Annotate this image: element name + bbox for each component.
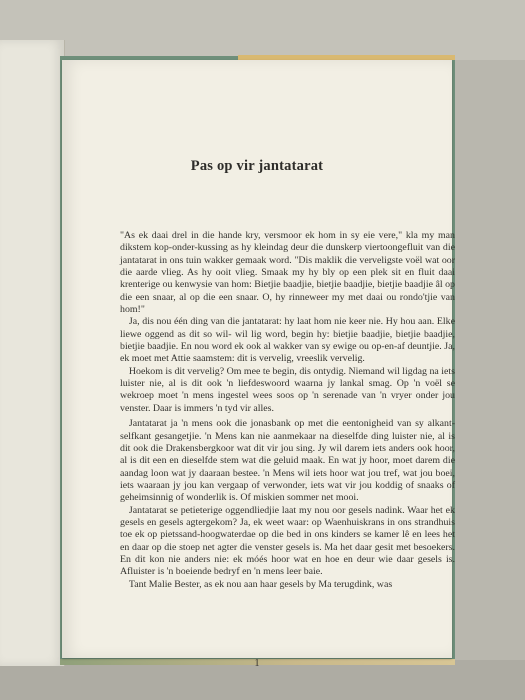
chapter-body — [120, 230, 455, 591]
facing-left-page — [0, 40, 65, 666]
chapter-title: Pas op vir jantatarat — [190, 158, 324, 174]
paragraph: Jantatarat ja 'n mens ook die jonasbank op met die eentonigheid van sy alkant-selfkant gesangetjie. 'n Mens kan nie aanmekaar na dieselfde ding luister nie, al is dit ook die Drakensbergkoor wat dit vir jou sing. Jy wil darem iets anders ook hoor, al is dit een en dieselfde stem wat die geluid maak. En wat jy hoor, moet darem die aandag loon wat jy daaraan bestee. 'n Mens wil iets hoor wat jou tref, wat jou boei, iets waaraan jy jou kan vergaap of verwonder, iets wat vir jou koddig of snaaks of geheimsinnig of wonderlik is. Of miskien sommer net mooi. — [120, 418, 455, 504]
page-number: 1 — [254, 658, 260, 669]
paragraph: Jantatarat se petieterige oggendliedjie laat my nou oor gesels nadink. Waar het ek gesels en gesels agtergekom? Ja, ek weet waar: op Waenhuiskrans in ons strandhuis toe ek op pietssand-hoogwaterdae op die bed in ons kinders se kamer lê en lees het en daar op die stoep net agter die venster gesels is. Ma het daar gesit met besoekers. En dit kon nie anders nie: ek móés hoor wat en hoe en deur wie daar gesels is. Afluister is 'n boeiende bedryf en 'n mens leer baie. — [120, 504, 455, 578]
paragraph: Ja, dis nou één ding van die jantatarat: hy laat hom nie keer nie. Hy hou aan. Elke liewe oggend as dit so wil- wil lig word, begin hy: bietjie baadjie, bietjie baadjie, bietjie baadjie. En nou word ek ook al wakker van sy ewige ou op-en-af deuntjie. Ja, ek moet met Attie saamstem: dit is vervelig, vreeslik vervelig. — [120, 316, 455, 365]
paragraph: Tant Malie Bester, as ek nou aan haar gesels by Ma terugdink, was — [128, 578, 393, 590]
paragraph: Hoekom is dit vervelig? Om mee te begin, dis ontydig. Niemand wil ligdag na iets luister nie, al is dit ook 'n liefdeswoord waarna jy lankal smag. Op 'n voël se wekroep moet 'n mens ingestel wees soos op 'n serenade van 'n vryer onder jou venster. Daar is immers 'n tyd vir alles. — [120, 365, 455, 414]
paragraph: "As ek daai drel in die hande kry, versmoor ek hom in sy eie vere," kla my man dikstem kop-onder-kussing as hy kleindag deur die dunskerp viertoongefluit van die jantatarat in ons tuin wakker gemaak word. "Dis maklik die verveligste voël wat oor die aarde vlieg. As hy ooit vlieg. Smaak my hy bly op een plek sit en fluit daai krenterige ou kenwysie van hom: Bietjie baadjie, bietjie baadjie, bietjie baadjie âl op die een snaar, al op die een snaar. O, hy rinneweer my met daai ou rondo'tjie van hom!" — [120, 230, 455, 316]
desk-surface-top — [0, 0, 525, 60]
book-page — [62, 60, 455, 669]
